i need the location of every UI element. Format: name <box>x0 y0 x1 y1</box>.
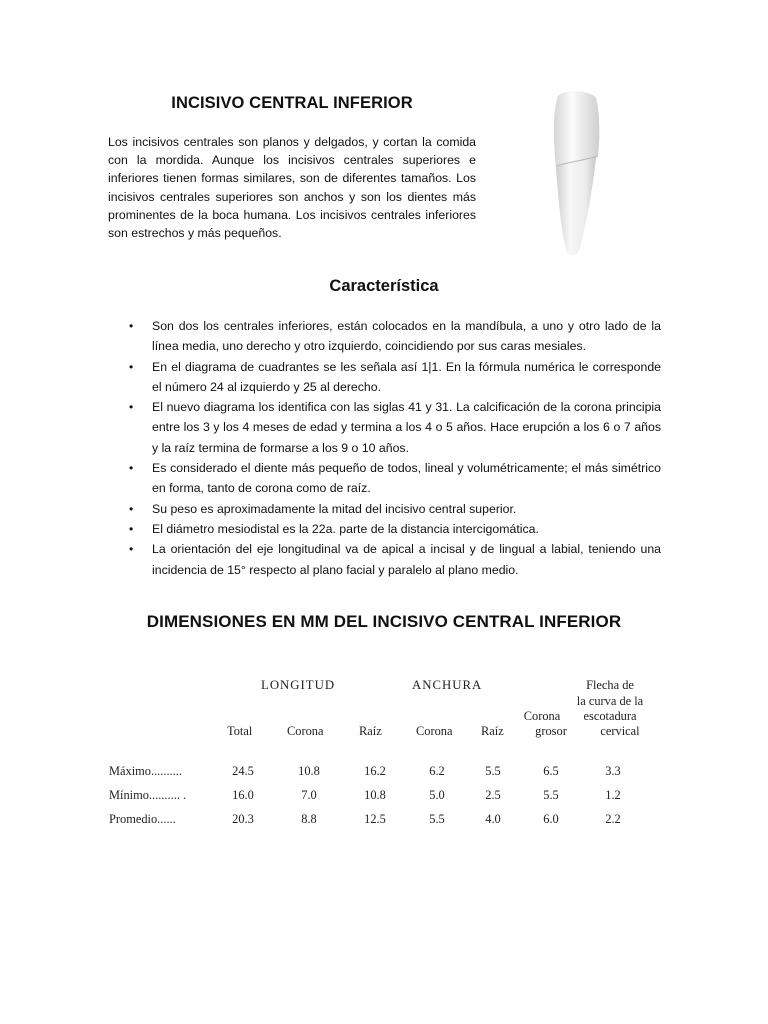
row-label-promedio: Promedio...... <box>109 812 176 826</box>
bullet-icon: • <box>129 501 134 516</box>
table-cell: 3.3 <box>605 764 621 778</box>
header-longitud: LONGITUD <box>261 678 336 692</box>
section-title-caracteristica: Característica <box>329 277 439 295</box>
header-total: Total <box>227 724 253 738</box>
row-label-maximo: Máximo.......... <box>109 764 182 778</box>
header-corona-grosor-line1: Corona <box>523 709 561 723</box>
page-title: INCISIVO CENTRAL INFERIOR <box>171 94 413 112</box>
list-item: • En el diagrama de cuadrantes se les señala así 1|1. En la fórmula numérica le corresponde el número 24 al izquierdo y 25 al derecho. <box>127 357 661 398</box>
table-cell: 4.0 <box>485 812 501 826</box>
header-flecha-line3: escotadura <box>583 709 637 723</box>
header-corona: Corona <box>287 724 324 738</box>
table-cell: 16.2 <box>364 764 386 778</box>
header-raiz: Raíz <box>359 724 382 738</box>
header-flecha-line4: cervical <box>600 724 640 738</box>
header-corona-anchura: Corona <box>416 724 453 738</box>
section-title-dimensiones: DIMENSIONES EN MM DEL INCISIVO CENTRAL INFERIOR <box>146 612 622 631</box>
table-cell: 2.2 <box>605 812 621 826</box>
intro-paragraph: Los incisivos centrales son planos y delgados, y cortan la comida con la mordida. Aunque los incisivos centrales superiores e inferiores tienen formas similares, son de diferentes tamaños. Los incisivos centrales superiores son anchos y son los dientes más prominentes de la boca humana. Los incisivos centrales inferiores son estrechos y más pequeños. <box>108 135 476 241</box>
bullet-icon: • <box>129 359 134 374</box>
bullet-icon: • <box>129 521 134 536</box>
table-cell: 20.3 <box>232 812 254 826</box>
table-cell: 5.5 <box>543 788 559 802</box>
list-item: • El diámetro mesiodistal es la 22a. parte de la distancia intercigomática. <box>127 519 661 539</box>
header-raiz-anchura: Raíz <box>481 724 504 738</box>
header-corona-grosor-line2: grosor <box>535 724 567 738</box>
header-flecha-line2: la curva de la <box>576 694 644 708</box>
table-cell: 8.8 <box>301 812 317 826</box>
header-flecha-line1: Flecha de <box>586 678 634 692</box>
table-cell: 6.5 <box>543 764 559 778</box>
list-item: • El nuevo diagrama los identifica con las siglas 41 y 31. La calcificación de la corona principia entre los 3 y los 4 meses de edad y termina a los 4 o 5 años. Hace erupción a los 6 o 7 años y la raíz termina de formarse a los 9 o 10 años. <box>127 397 661 458</box>
table-cell: 24.5 <box>232 764 254 778</box>
table-cell: 5.5 <box>485 764 501 778</box>
table-cell: 7.0 <box>301 788 317 802</box>
table-cell: 16.0 <box>232 788 254 802</box>
bullet-icon: • <box>129 461 134 476</box>
list-item: • Su peso es aproximadamente la mitad del incisivo central superior. <box>127 499 661 519</box>
list-item: • Son dos los centrales inferiores, están colocados en la mandíbula, a uno y otro lado de la línea media, uno derecho y otro izquierdo, coincidiendo por sus caras mesiales. <box>127 316 661 357</box>
table-cell: 10.8 <box>364 788 386 802</box>
table-cell: 6.2 <box>429 764 445 778</box>
bullet-icon: • <box>129 542 134 557</box>
bullet-icon: • <box>129 400 134 415</box>
table-cell: 5.5 <box>429 812 445 826</box>
list-item: • Es considerado el diente más pequeño de todos, lineal y volumétricamente; el más simétrico en forma, tanto de corona como de raíz. <box>127 458 661 499</box>
table-cell: 6.0 <box>543 812 559 826</box>
table-cell: 12.5 <box>364 812 386 826</box>
table-cell: 10.8 <box>298 764 320 778</box>
row-label-minimo: Mínimo.......... . <box>109 788 187 802</box>
table-cell: 1.2 <box>605 788 621 802</box>
bullet-icon: • <box>129 319 134 333</box>
header-anchura: ANCHURA <box>412 678 483 692</box>
table-cell: 2.5 <box>485 788 501 802</box>
table-cell: 5.0 <box>429 788 445 802</box>
list-item: • La orientación del eje longitudinal va de apical a incisal y de lingual a labial, teniendo una incidencia de 15° respecto al plano facial y paralelo al plano medio. <box>127 539 661 580</box>
